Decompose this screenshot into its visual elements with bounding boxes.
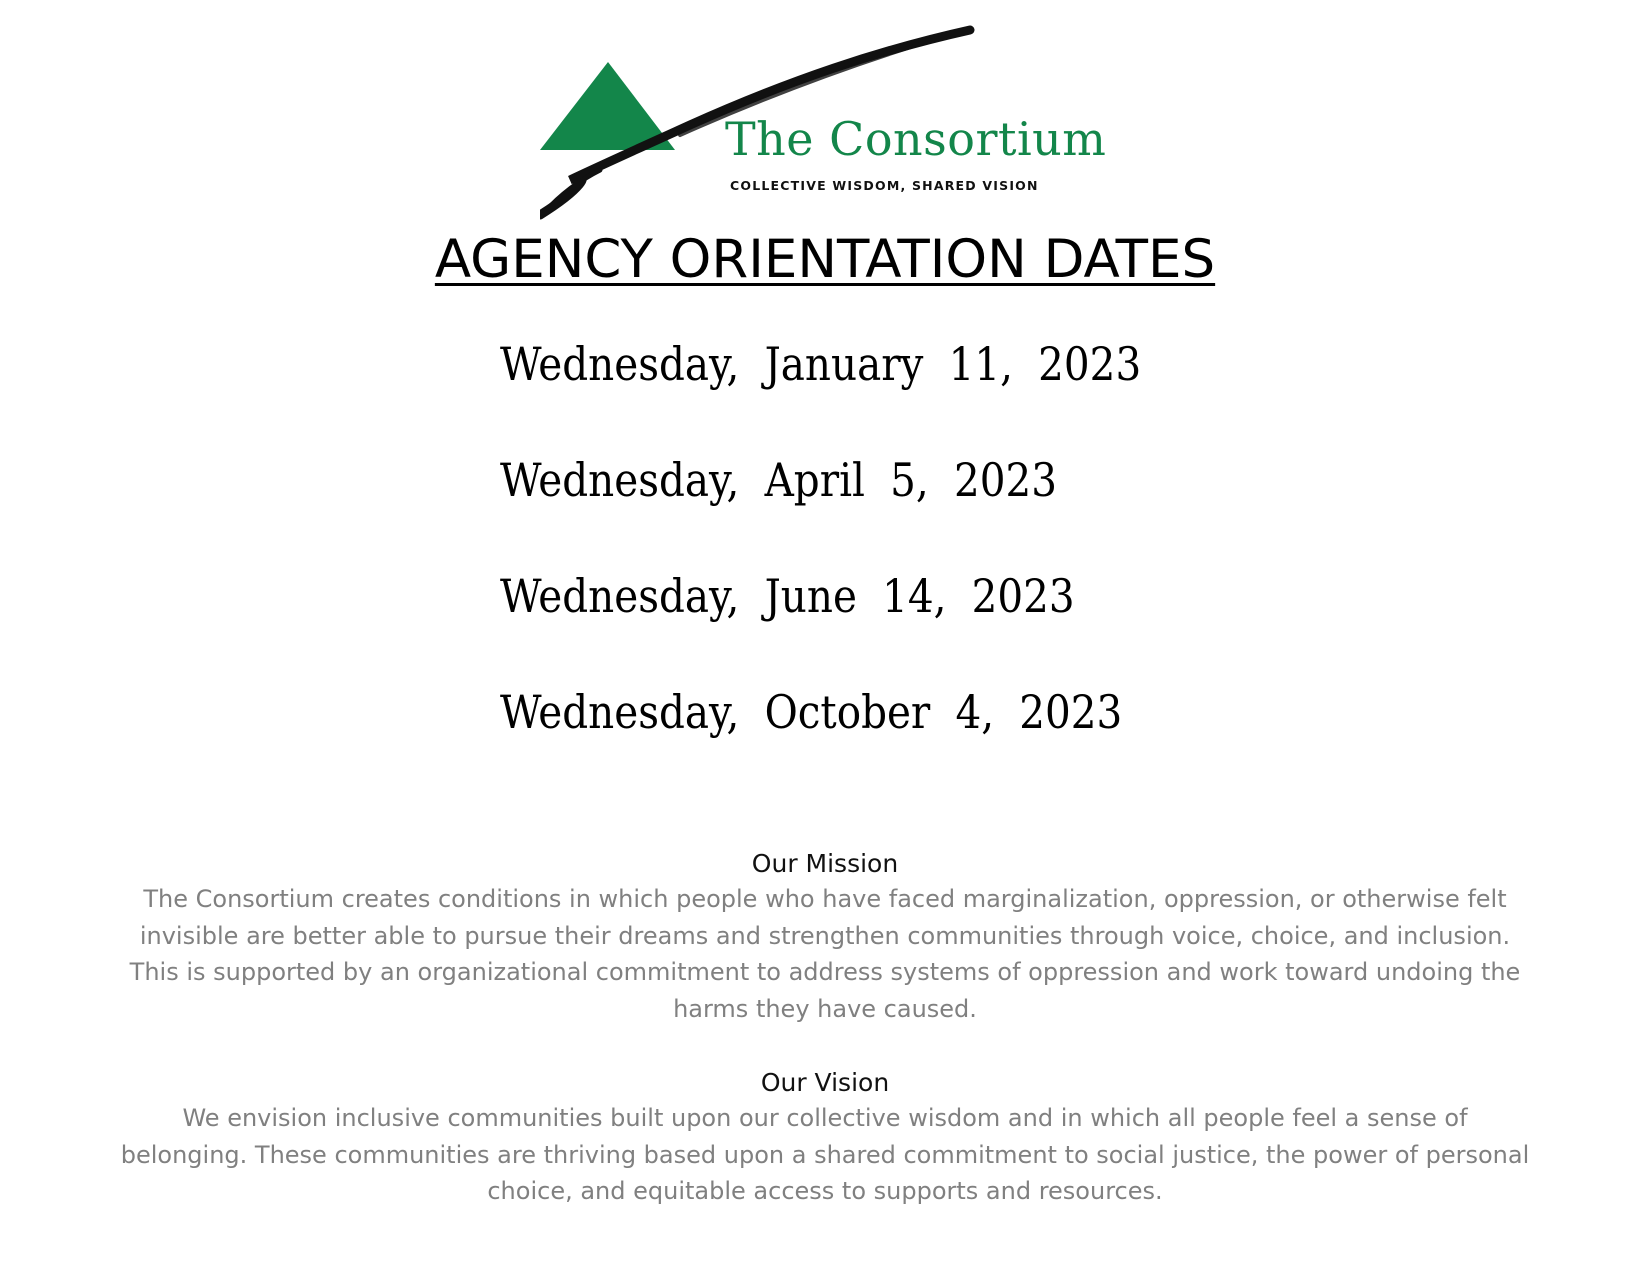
date-item-3: Wednesday, June 14, 2023: [500, 569, 1075, 623]
date-item-1: Wednesday, January 11, 2023: [500, 337, 1142, 391]
logo-tagline: COLLECTIVE WISDOM, SHARED VISION: [730, 178, 1039, 193]
vision-body: We envision inclusive communities built upon our collective wisdom and in which all people feel a sense of belonging. These communities are thriving based upon a shared commitment to social justice, the power of personal choice, and equitable access to supports and resources.: [120, 1104, 1530, 1205]
orientation-dates-list: [500, 336, 1229, 800]
date-item-2: Wednesday, April 5, 2023: [500, 453, 1057, 507]
consortium-logo: [540, 20, 1107, 230]
vision-heading: Our Vision: [760, 1068, 890, 1097]
mission-heading: Our Mission: [751, 849, 899, 878]
mission-body: The Consortium creates conditions in which people who have faced marginalization, oppression, or otherwise felt invisible are better able to pursue their dreams and strengthen communities through voice, choice, and inclusion. This is supported by an organizational commitment to address systems of oppression and work toward undoing the harms they have caused.: [129, 885, 1521, 1023]
logo-name: The Consortium: [725, 112, 1107, 166]
vision-section: [120, 1066, 1530, 1210]
page-title: [0, 228, 1650, 292]
date-item-4: Wednesday, October 4, 2023: [500, 685, 1123, 739]
mission-section: [120, 847, 1530, 1027]
page-title-text: AGENCY ORIENTATION DATES: [434, 229, 1216, 290]
